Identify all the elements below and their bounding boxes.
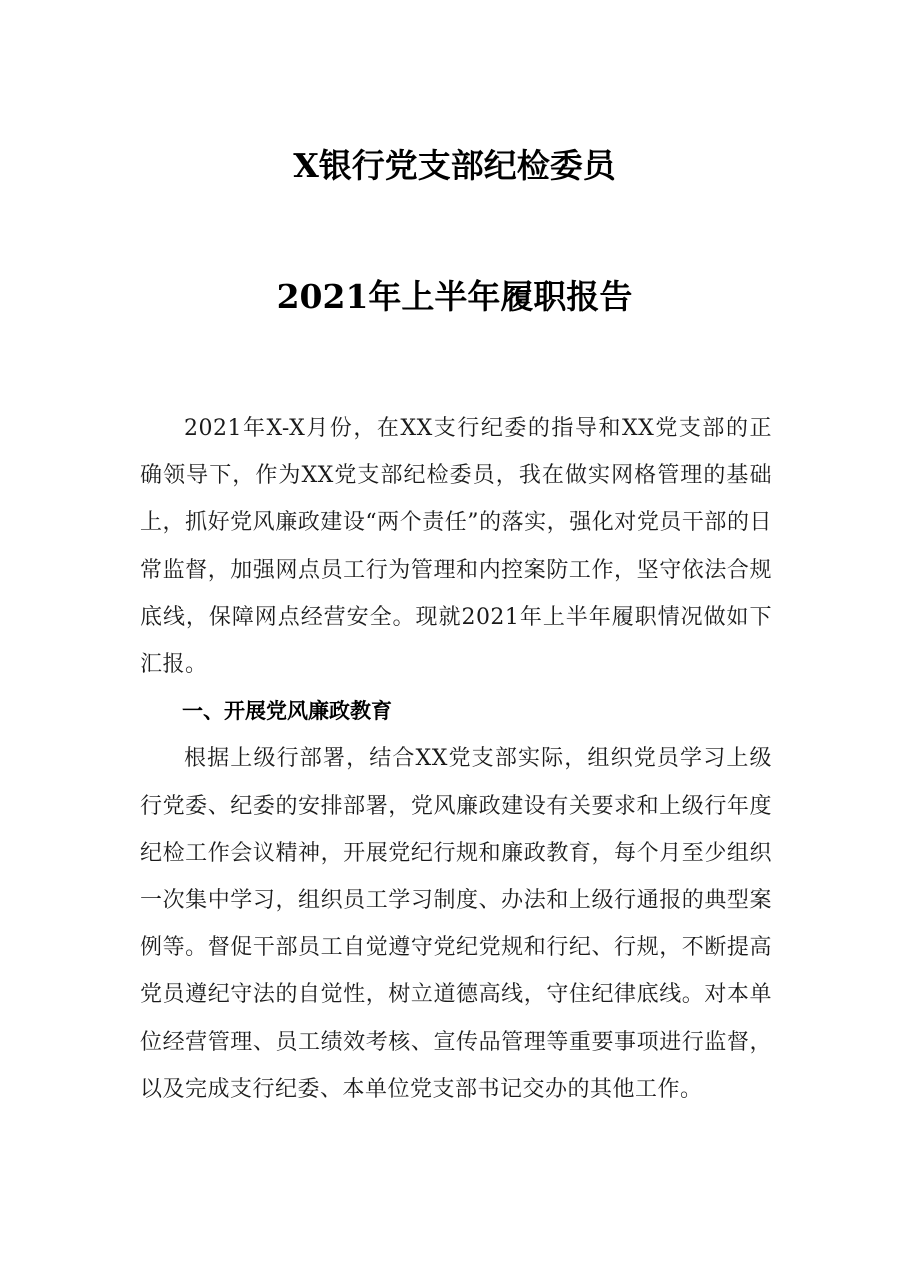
intro-paragraph: 2021年X-X月份，在XX支行纪委的指导和XX党支部的正确领导下，作为XX党支部纪检委员，我在做实网格管理的基础上，抓好党风廉政建设“两个责任”的落实，强化对党员干部的日常监督，加强网点员工行为管理和内控案防工作，坚守依法合规底线，保障网点经营安全。现就2021年上半年履职情况做如下汇报。 <box>140 416 772 678</box>
document-body <box>140 405 772 1113</box>
document-title-line-2: 2021年上半年履职报告 <box>276 277 633 316</box>
section-1-paragraph: 根据上级行部署，结合XX党支部实际，组织党员学习上级行党委、纪委的安排部署，党风廉政建设有关要求和上级行年度纪检工作会议精神，开展党纪行规和廉政教育，每个月至少组织一次集中学习，组织员工学习制度、办法和上级行通报的典型案例等。督促干部员工自觉遵守党纪党规和行纪、行规，不断提高党员遵纪守法的自觉性，树立道德高线，守住纪律底线。对本单位经营管理、员工绩效考核、宣传品管理等重要事项进行监督，以及完成支行纪委、本单位党支部书记交办的其他工作。 <box>140 746 772 1102</box>
document-title-line-1: X银行党支部纪检委员 <box>293 146 616 185</box>
section-1-heading: 一、开展党风廉政教育 <box>182 699 392 724</box>
